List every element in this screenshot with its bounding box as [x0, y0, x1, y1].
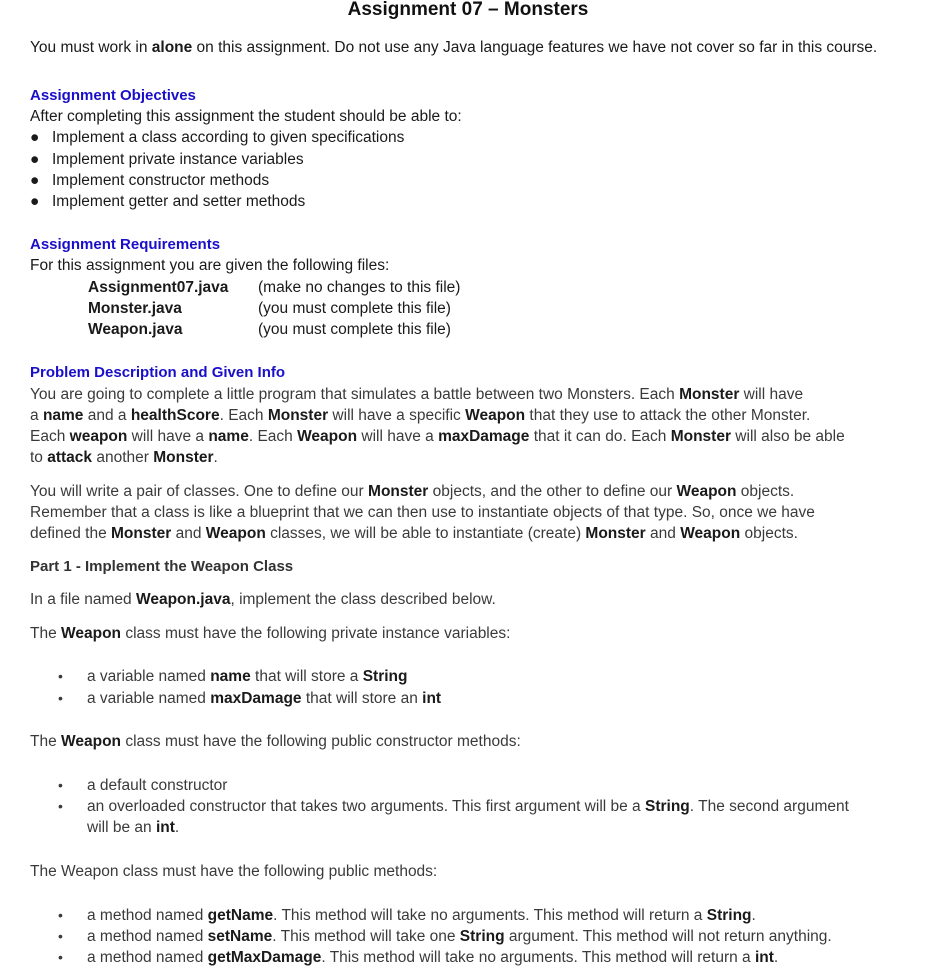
- bullet-icon: •: [58, 668, 63, 684]
- file-name: Weapon.java: [88, 321, 183, 338]
- file-note: (you must complete this file): [258, 321, 451, 338]
- file-note: (make no changes to this file): [258, 279, 461, 296]
- problem-line: You will write a pair of classes. One to define our Monster objects, and the other to define our Weapon objects.: [30, 483, 795, 500]
- objective-item: ● Implement getter and setter methods: [30, 193, 306, 210]
- intro-paragraph: You must work in alone on this assignment. Do not use any Java language features we have not cover so far in this course.: [30, 39, 878, 56]
- bullet-icon: •: [58, 907, 63, 923]
- document-page: Assignment 07 – Monsters You must work in alone on this assignment. Do not use any Java language features we have not cover so far in this course. Assignment Objectives After completing this assignment the student should be able to: ● Implement a class according to given specifications ● Implement private instance variables ● Implement constructor methods ● Implement getter and setter methods Assignment Requirements For this assignment you are given the following files: Assignment07.java (make no changes to this file) Monster.java (you must complete this file) Weapon.java (you must complete this file) Problem Description and Given Info You are going to complete a little program that simulates a battle between two Monsters. Each Monster will have a name and a healthScore. Each Monster will have a specific Weapon that they use to attack the other Monster. Each weapon will have a name. Each Weapon will have a maxDamage that it can do. Each Monster will also be able to attack another Monster. You will write a pair of classes. One to define our Monster objects, and the other to define our Weapon objects. Remember that a class is like a blueprint that we can then use to instantiate objects of that type. So, once we have defined the Monster and Weapon classes, we will be able to instantiate (create) Monster and Weapon objects. Part 1 - Implement the Weapon Class In a file named Weapon.java, implement the class described below. The Weapon class must have the following private instance variables: • a variable named name that will store a String • a variable named maxDamage that will store an int The Weapon class must have the following public constructor methods: • a default constructor • an overloaded constructor that takes two arguments. This first argument will be a String. The second argument will be an int. The Weapon class must have the following public methods: • a method named getName. This method will take no arguments. This method will return a String. • a method named setName. This method will take one String argument. This method will not return anything. • a method named getMaxDamage. This method will take no arguments. This method will return a int.: [0, 0, 936, 972]
- page-title: Assignment 07 – Monsters: [347, 0, 589, 20]
- requirements-heading: Assignment Requirements: [30, 236, 221, 253]
- problem-line: You are going to complete a little program that simulates a battle between two Monsters. Each Monster will have: [30, 386, 804, 403]
- part1-heading: Part 1 - Implement the Weapon Class: [30, 558, 294, 575]
- objective-item: ● Implement a class according to given specifications: [30, 129, 405, 146]
- problem-line: to attack another Monster.: [30, 449, 218, 466]
- objectives-heading: Assignment Objectives: [30, 87, 196, 104]
- bullet-icon: ●: [30, 129, 40, 146]
- file-name: Monster.java: [88, 300, 182, 317]
- problem-heading: Problem Description and Given Info: [30, 364, 286, 381]
- objective-item: ● Implement private instance variables: [30, 151, 304, 168]
- problem-line: defined the Monster and Weapon classes, we will be able to instantiate (create) Monster and Weapon objects.: [30, 525, 798, 542]
- file-note: (you must complete this file): [258, 300, 451, 317]
- part1-line: In a file named Weapon.java, implement the class described below.: [30, 591, 496, 608]
- bullet-icon: ●: [30, 193, 40, 210]
- requirements-lead: For this assignment you are given the following files:: [30, 257, 390, 274]
- objective-item: ● Implement constructor methods: [30, 172, 270, 189]
- part1-line: The Weapon class must have the following public constructor methods:: [30, 733, 521, 750]
- problem-line: Each weapon will have a name. Each Weapon will have a maxDamage that it can do. Each Monster will also be able: [30, 428, 845, 445]
- bullet-icon: •: [58, 798, 63, 814]
- bullet-icon: •: [58, 690, 63, 706]
- file-name: Assignment07.java: [88, 279, 229, 296]
- bullet-icon: •: [58, 777, 63, 793]
- bullet-icon: •: [58, 928, 63, 944]
- bullet-icon: •: [58, 949, 63, 965]
- problem-line: a name and a healthScore. Each Monster will have a specific Weapon that they use to attack the other Monster.: [30, 407, 811, 424]
- part1-line: The Weapon class must have the following public methods:: [30, 863, 438, 880]
- bullet-icon: ●: [30, 172, 40, 189]
- objectives-lead: After completing this assignment the student should be able to:: [30, 108, 462, 125]
- problem-line: Remember that a class is like a blueprint that we can then use to instantiate objects of that type. So, once we have: [30, 504, 815, 521]
- part1-line: The Weapon class must have the following private instance variables:: [30, 625, 511, 642]
- bullet-icon: ●: [30, 151, 40, 168]
